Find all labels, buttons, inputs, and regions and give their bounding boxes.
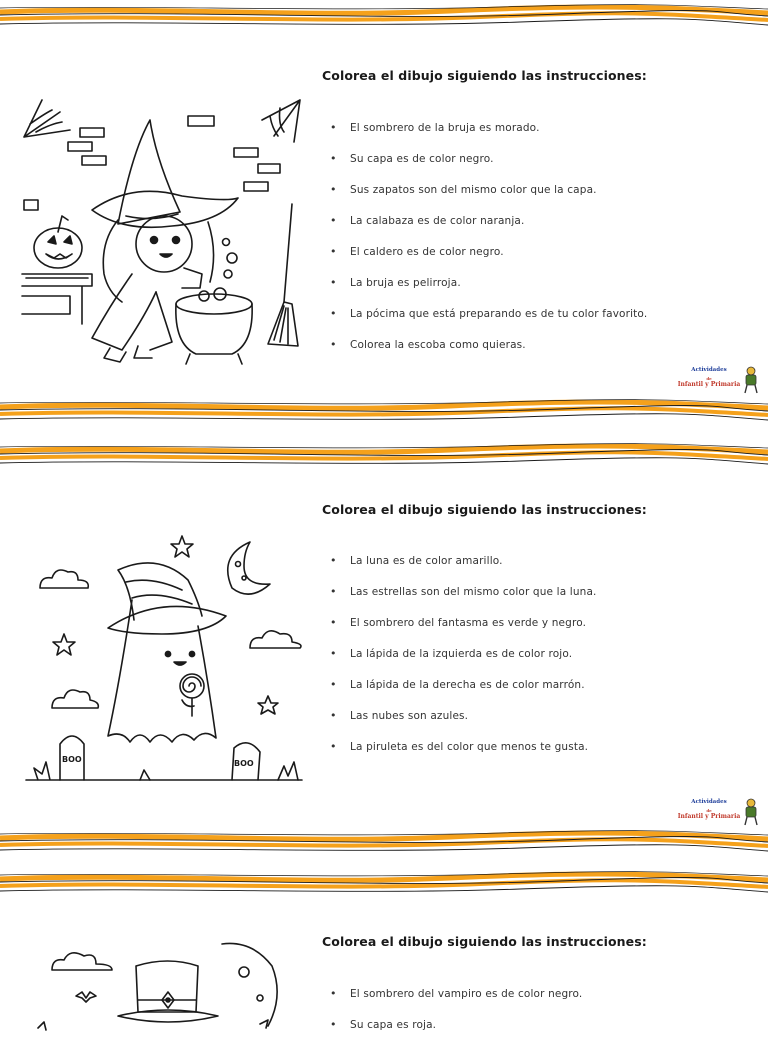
instructions-list-vampire bbox=[330, 986, 582, 1048]
list-item: • La lápida de la izquierda es de color rojo. bbox=[330, 646, 597, 677]
instructions-list-witch bbox=[330, 120, 647, 368]
site-logo bbox=[676, 798, 760, 828]
list-item: • Sus zapatos son del mismo color que la capa. bbox=[330, 182, 647, 213]
instructions-heading: Colorea el dibujo siguiendo las instrucciones: bbox=[322, 68, 647, 83]
section-vampire bbox=[0, 900, 768, 1031]
instructions-heading: Colorea el dibujo siguiendo las instrucciones: bbox=[322, 502, 647, 517]
list-item: • El sombrero del fantasma es verde y negro. bbox=[330, 615, 597, 646]
logo-line-2: Infantil y Primaria bbox=[677, 813, 741, 820]
logo-line-1: Actividades bbox=[691, 799, 727, 805]
list-item: • La luna es de color amarillo. bbox=[330, 553, 597, 584]
logo-line-de: de bbox=[706, 376, 712, 381]
section-ghost bbox=[0, 430, 768, 830]
band-divider-1 bbox=[0, 399, 768, 425]
list-item: • La lápida de la derecha es de color marrón. bbox=[330, 677, 597, 708]
logo-line-2: Infantil y Primaria bbox=[677, 381, 741, 388]
list-item: • Su capa es de color negro. bbox=[330, 151, 647, 182]
site-logo bbox=[676, 366, 760, 396]
section-witch bbox=[0, 0, 768, 400]
tombstone-left-label: BOO bbox=[62, 755, 82, 764]
list-item: • La piruleta es del color que menos te gusta. bbox=[330, 739, 597, 770]
list-item: • El caldero es de color negro. bbox=[330, 244, 647, 275]
list-item: • La calabaza es de color naranja. bbox=[330, 213, 647, 244]
list-item: • Colorea la escoba como quieras. bbox=[330, 337, 647, 368]
logo-figure-icon bbox=[742, 366, 760, 394]
tombstone-right-label: BOO bbox=[234, 759, 254, 768]
list-item: • El sombrero del vampiro es de color negro. bbox=[330, 986, 582, 1017]
list-item: • Las nubes son azules. bbox=[330, 708, 597, 739]
list-item: • La bruja es pelirroja. bbox=[330, 275, 647, 306]
vampire-illustration bbox=[22, 936, 302, 1036]
list-item: • La pócima que está preparando es de tu color favorito. bbox=[330, 306, 647, 337]
band-divider-2b bbox=[0, 871, 768, 897]
instructions-list-ghost bbox=[330, 553, 597, 770]
ghost-illustration bbox=[22, 530, 306, 790]
list-item: • Su capa es roja. bbox=[330, 1017, 582, 1048]
logo-figure-icon bbox=[742, 798, 760, 826]
instructions-heading: Colorea el dibujo siguiendo las instrucciones: bbox=[322, 934, 647, 949]
list-item: • El sombrero de la bruja es morado. bbox=[330, 120, 647, 151]
logo-line-1: Actividades bbox=[691, 367, 727, 373]
band-divider-2 bbox=[0, 830, 768, 856]
list-item: • Las estrellas son del mismo color que la luna. bbox=[330, 584, 597, 615]
witch-illustration bbox=[22, 92, 302, 382]
logo-line-de: de bbox=[706, 808, 712, 813]
